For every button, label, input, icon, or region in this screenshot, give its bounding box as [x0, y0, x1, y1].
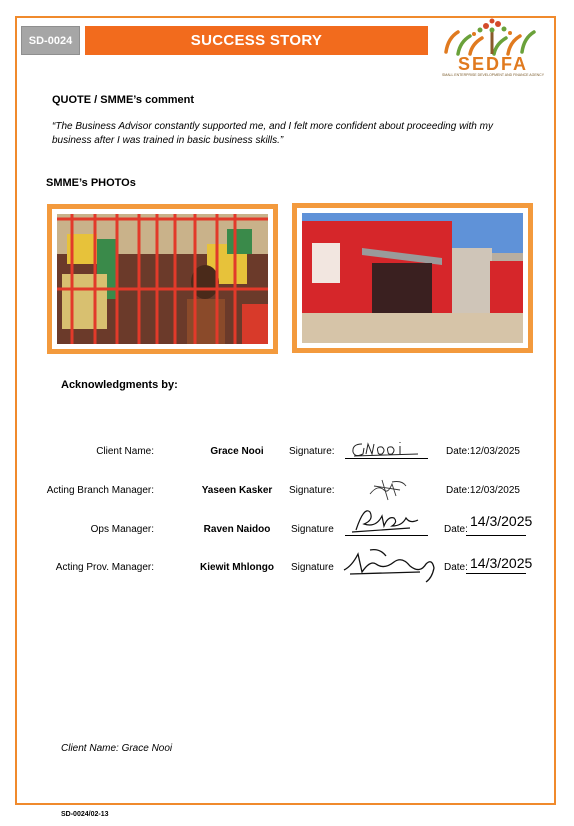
- photo-shop-owner: [47, 204, 278, 354]
- shop-owner-photo-icon: [57, 214, 268, 344]
- quote-heading: QUOTE / SMME’s comment: [52, 94, 195, 106]
- ack-role: Client Name:: [96, 446, 154, 457]
- ack-date: Date:12/03/2025: [446, 446, 520, 457]
- ack-signature-label: Signature: [291, 524, 334, 535]
- quote-text: “The Business Advisor constantly supported me, and I felt more confident about proceeding with my business after I was trained in basic business skills.”: [52, 121, 493, 146]
- photo-shop-building: [292, 203, 533, 353]
- photos-heading: SMME’s PHOTOs: [46, 177, 136, 189]
- ack-row-client: [0, 446, 574, 470]
- ack-date-label: Date:: [444, 524, 468, 535]
- ack-date: Date:12/03/2025: [446, 485, 520, 496]
- doc-reference: SD-0024/02-13: [61, 811, 109, 818]
- ack-role: Ops Manager:: [90, 524, 154, 535]
- ack-row-branch-manager: [0, 485, 574, 509]
- ack-name: Grace Nooi: [210, 446, 264, 457]
- ack-role: Acting Prov. Manager:: [55, 562, 154, 573]
- ack-name: Kiewit Mhlongo: [200, 562, 274, 573]
- ack-name: Yaseen Kasker: [201, 485, 273, 496]
- signature-kiewit-icon: [340, 544, 440, 584]
- acknowledgments-heading: Acknowledgments by:: [61, 379, 178, 391]
- signature-yaseen-icon: [362, 476, 410, 502]
- page-title: SUCCESS STORY: [85, 26, 428, 55]
- ack-date-label: Date:: [444, 562, 468, 573]
- ack-date-handwritten: 14/3/2025: [470, 555, 533, 571]
- doc-code-badge: SD-0024: [21, 26, 80, 55]
- ack-signature-label: Signature:: [289, 446, 335, 457]
- shop-building-photo-icon: [302, 213, 523, 343]
- logo-tagline: SMALL ENTERPRISE DEVELOPMENT AND FINANCE AGENCY: [441, 73, 545, 77]
- ack-name: Raven Naidoo: [203, 524, 271, 535]
- ack-role: Acting Branch Manager:: [46, 485, 154, 496]
- ack-signature-label: Signature: [291, 562, 334, 573]
- logo-wordmark: SEDFA: [457, 54, 528, 74]
- ack-date-handwritten: 14/3/2025: [470, 513, 533, 529]
- signature-raven-icon: [350, 502, 430, 536]
- client-name-footer: Client Name: Grace Nooi: [61, 743, 173, 754]
- ack-signature-label: Signature:: [289, 485, 335, 496]
- signature-grace-icon: [348, 438, 428, 460]
